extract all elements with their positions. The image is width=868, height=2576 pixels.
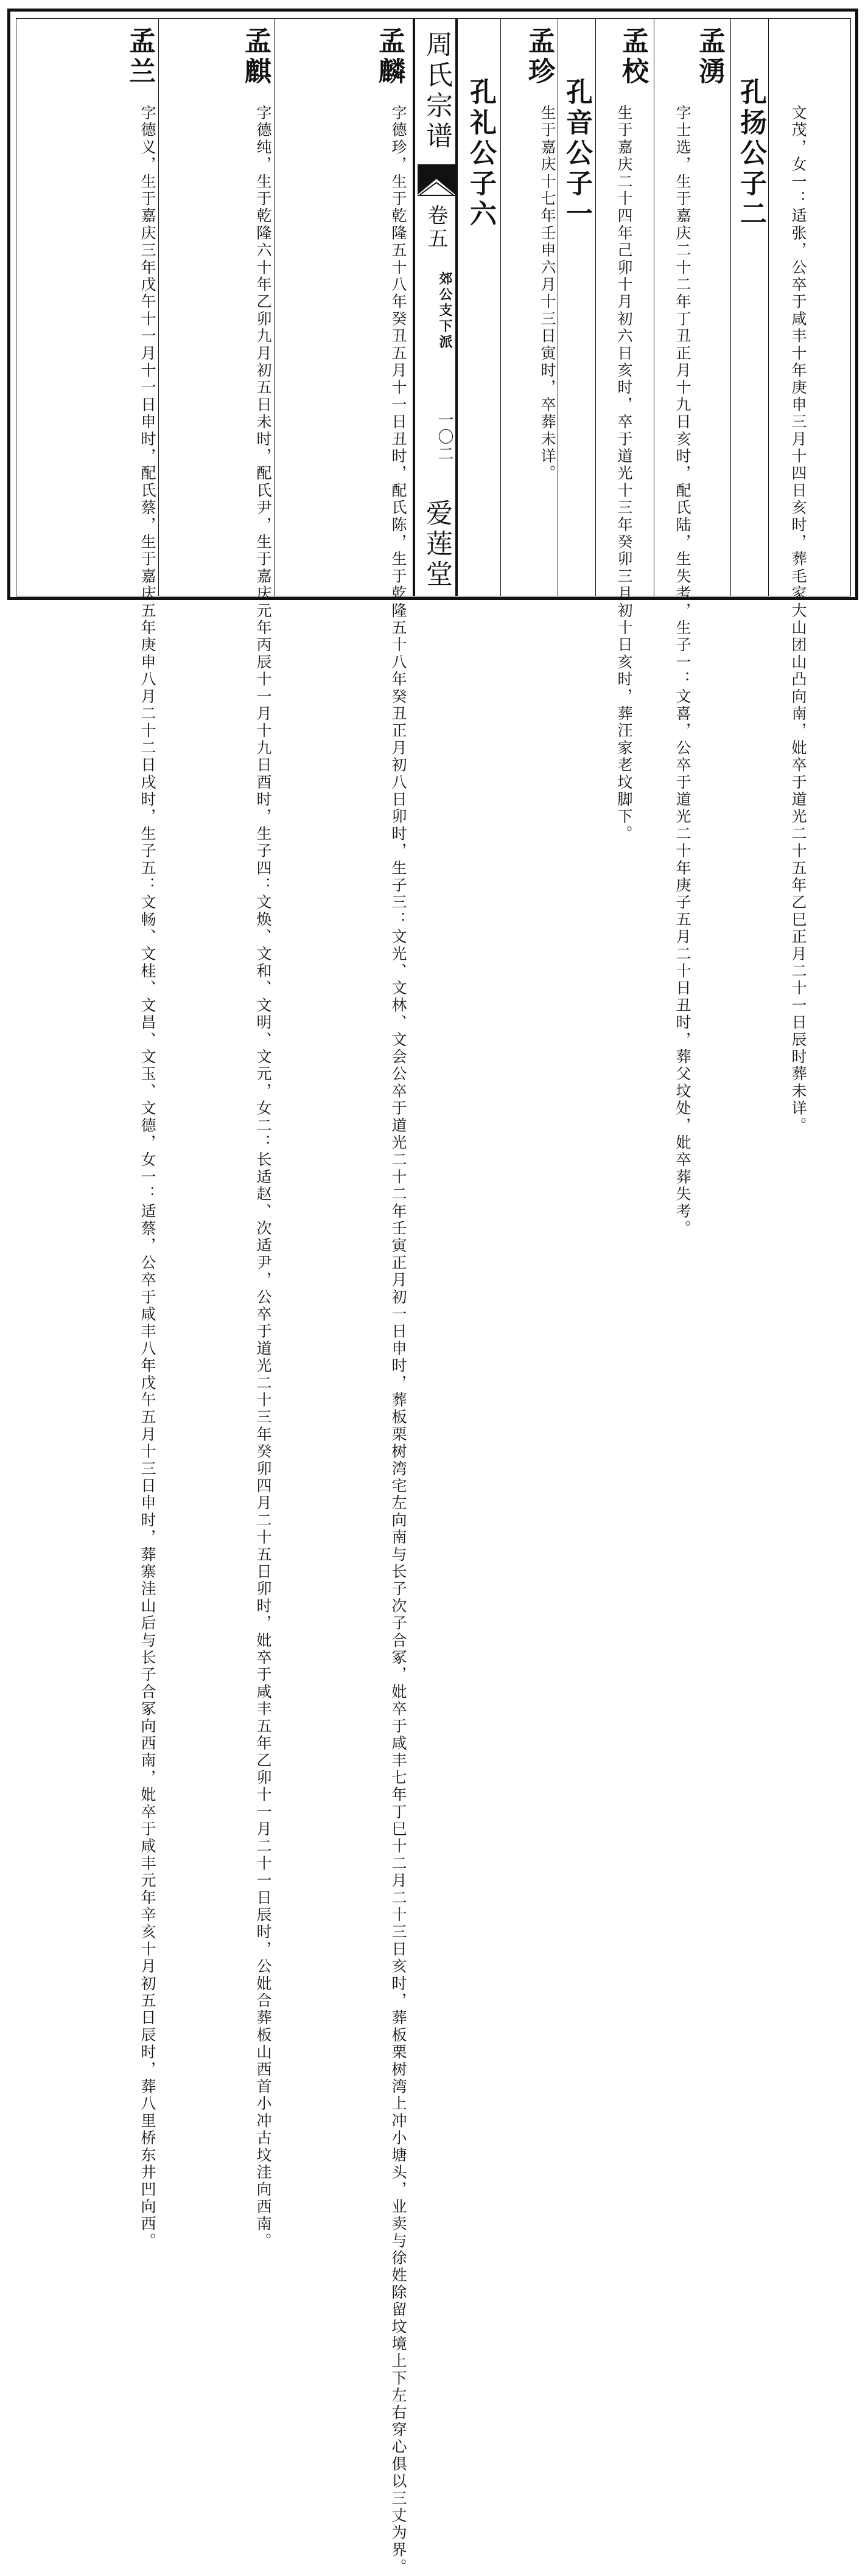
entry-text-mengqi: 字德纯，生于乾隆六十年乙卯九月初五日未时，配氏尹，生于嘉庆元年丙辰十一月十九日酉时，生子四：文焕、文和、文明、文元，女二：长适赵、次适尹，公卒于道光二十三年癸卯四月二十五日卯时，妣卒于咸丰五年乙卯十一月二十一日辰时，公妣合葬板山西首小冲古坟洼向西南。	[254, 105, 272, 2250]
hall-name: 爱莲堂	[421, 499, 452, 590]
column-divider	[595, 18, 596, 596]
person-name-mengqi: 孟麒	[240, 27, 271, 88]
person-name-mengzhen: 孟珍	[523, 27, 555, 88]
column-divider	[158, 18, 159, 596]
spine-chevron-icon	[418, 176, 455, 195]
volume-label: 卷五	[424, 204, 448, 251]
page-number: 一〇二	[435, 411, 453, 462]
entry-text-wenmao: 文茂，女一：适张，公卒于咸丰十年庚申三月十四日亥时，葬毛家大山团山凸向南，妣卒于道光二十五年乙巳正月二十一日辰时葬未详。	[789, 105, 807, 1134]
person-name-mengxiao: 孟校	[617, 27, 648, 88]
entry-text-mengzhen: 生于嘉庆十七年壬申六月十三日寅时，卒葬未详。	[539, 105, 556, 483]
generation-heading-kongli: 孔礼公子六	[465, 78, 496, 230]
person-name-menglan: 孟兰	[124, 27, 155, 88]
column-divider	[730, 18, 731, 596]
entry-text-menglin: 字德珍，生于乾隆五十八年癸丑五月十一日丑时，配氏陈，生于乾隆五十八年癸丑正月初八日卯时，生子三：文光、文林、文会公卒于道光二十二年壬寅正月初一日申时，葬板栗树湾宅左向南与长子次子合冢，妣卒于咸丰七年丁巳十二月二十三日亥时，葬板栗树湾上冲小塘头，业卖与徐姓除留坟境上下左右穿心俱以三丈为界。	[390, 105, 407, 2576]
spine-divider-right	[455, 18, 458, 596]
person-name-menglin: 孟麟	[374, 27, 405, 88]
entry-text-menglan: 字德义，生于嘉庆三年戊午十一月十一日申时，配氏蔡，生于嘉庆五年庚申八月二十二日戌时，生子五：文畅、文桂、文昌、文玉、文德，女一：适蔡，公卒于咸丰八年戊午五月十三日申时，葬寨洼山后与长子合冢向西南，妣卒于咸丰元年辛亥十月初五日辰时，葬八里桥东井凹向西。	[139, 105, 156, 2250]
entry-text-mengxiao: 生于嘉庆二十四年己卯十月初六日亥时，卒于道光十三年癸卯三月初十日亥时，葬汪家老坟脚下。	[615, 105, 633, 843]
column-divider	[768, 18, 769, 596]
generation-heading-kongyang: 孔扬公子二	[735, 78, 766, 230]
column-divider	[274, 18, 275, 596]
person-name-mengyong: 孟湧	[694, 27, 725, 88]
genealogy-title: 周氏宗谱	[421, 30, 452, 152]
spine-divider-left	[413, 18, 415, 596]
branch-label: 郊公支下派	[437, 271, 453, 351]
generation-heading-kongyin: 孔音公子一	[561, 78, 592, 230]
entry-text-mengyong: 字士选，生于嘉庆二十二年丁丑正月十九日亥时，配氏陆，生失考，生子一：文喜，公卒于道光二十年庚子五月二十日丑时，葬父坟处，妣卒葬失考。	[674, 105, 691, 1238]
column-divider	[500, 18, 501, 596]
